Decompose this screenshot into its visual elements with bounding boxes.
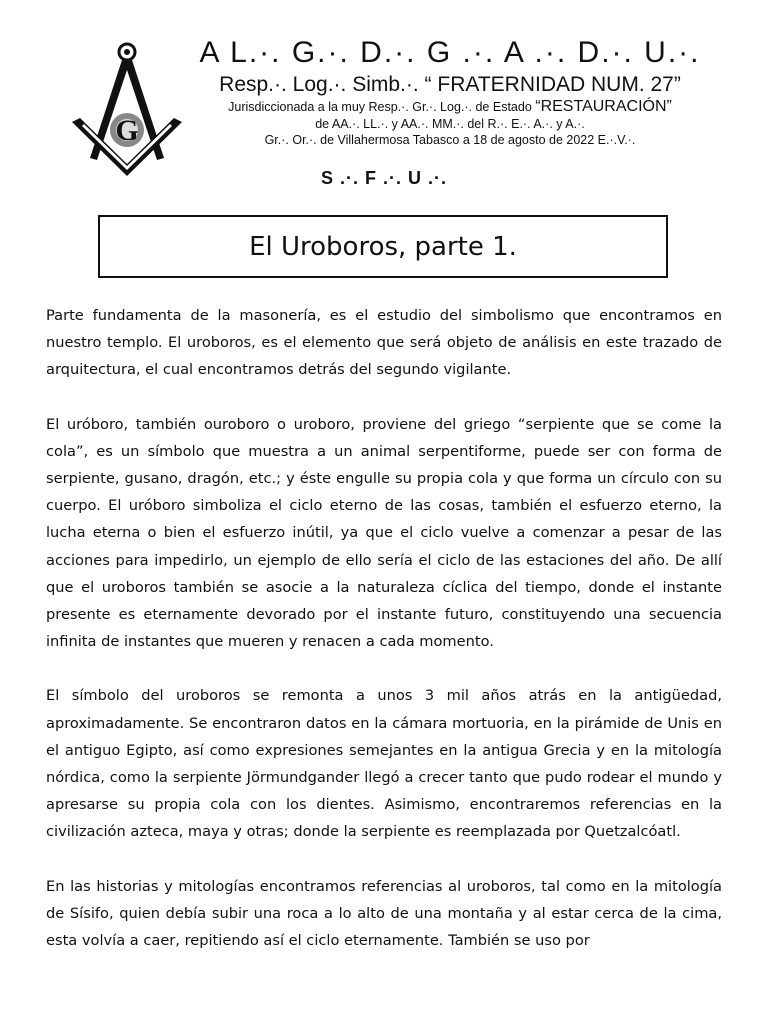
header-invocation: A L.·. G.·. D.·. G .·. A .·. D.·. U.·. xyxy=(199,36,701,69)
jurisdiction-name: “RESTAURACIÓN” xyxy=(535,98,672,115)
document-body xyxy=(46,302,722,981)
header-place-date: Gr.·. Or.·. de Villahermosa Tabasco a 18 de agosto de 2022 E.·.V.·. xyxy=(264,133,636,147)
paragraph: Parte fundamenta de la masonería, es el estudio del simbolismo que encontramos en nuestro templo. El uroboros, es el elemento que será objeto de análisis en este trazado de arquitectura, el cual encontramos detrás del segundo vigilante. xyxy=(46,307,722,379)
sfu-salutation: S .·. F .·. U .·. xyxy=(321,168,447,188)
header-jurisdiction xyxy=(190,98,710,116)
paragraph: En las historias y mitologías encontramos referencias al uroboros, tal como en la mitología de Sísifo, quien debía subir una roca a lo alto de una montaña y al estar cerca de la cima, esta volvía a caer, repitiendo así el ciclo eternamente. También se uso por xyxy=(46,877,722,950)
logo-letter: G xyxy=(115,114,139,147)
header-lodge-name: Resp.·. Log.·. Simb.·. “ FRATERNIDAD NUM. 27” xyxy=(219,73,681,96)
document-title xyxy=(98,215,668,278)
header-rite: de AA.·. LL.·. y AA.·. MM.·. del R.·. E.·. A.·. y A.·. xyxy=(315,117,585,131)
square-and-compass-icon xyxy=(70,40,184,178)
document-title-text: El Uroboros, parte 1. xyxy=(249,231,517,262)
jurisdiction-text: Jurisdiccionada a la muy Resp.·. Gr.·. Log.·. de Estado xyxy=(228,100,536,114)
paragraph: El símbolo del uroboros se remonta a unos 3 mil años atrás en la antigüedad, aproximadamente. Se encontraron datos en la cámara mortuoria, en la pirámide de Unis en el antiguo Egipto, así como expresiones semejantes en la antigua Grecia y en la mitología nórdica, como la serpiente Jörmundgander llegó a crecer tanto que pudo rodear el mundo y apresarse su propia cola con los dientes. Asimismo, encontraremos referencias en la civilización azteca, maya y otras; donde la serpiente es reemplazada por Quetzalcóatl. xyxy=(46,687,722,841)
lodge-header xyxy=(190,34,710,148)
paragraph: El uróboro, también ouroboro o uroboro, proviene del griego “serpiente que se come la cola”, es un símbolo que muestra a un animal serpentiforme, puede ser con forma de serpiente, gusano, dragón, etc.; y éste engulle su propia cola y que forma un círculo con su cuerpo. El uróboro simboliza el ciclo eterno de las cosas, también el esfuerzo eterno, la lucha eterna o bien el esfuerzo inútil, ya que el ciclo vuelve a comenzar a pesar de las acciones para impedirlo, un ejemplo de ello sería el ciclo de las estaciones del año. De allí que el uroboros también se asocie a la naturaleza cíclica del tiempo, donde el instante presente es eternamente devorado por el instante futuro, constituyendo una secuencia infinita de instantes que mueren y renacen a cada momento. xyxy=(46,415,722,651)
